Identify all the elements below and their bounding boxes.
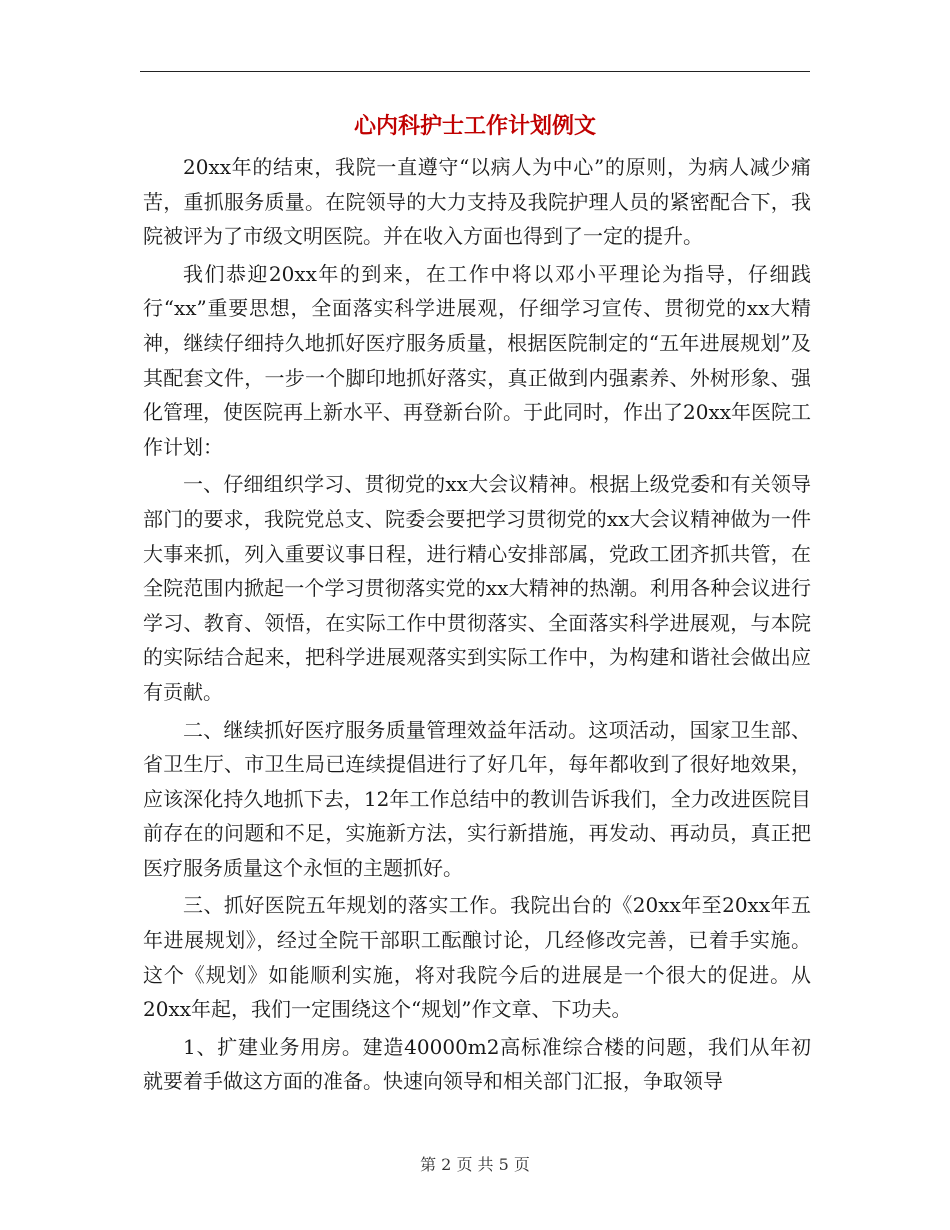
document-title: 心内科护士工作计划例文: [353, 113, 596, 139]
paragraph: 20xx年的结束，我院一直遵守“以病人为中心”的原则，为病人减少痛苦，重抓服务质量。在院领导的大力支持及我院护理人员的紧密配合下，我院被评为了市级文明医院。并在收入方面也得到了一定的提升。: [143, 155, 811, 249]
paragraph: 1、扩建业务用房。建造40000m2高标准综合楼的问题，我们从年初就要着手做这方面的准备。快速向领导和相关部门汇报，争取领导: [143, 1034, 811, 1094]
paragraph: 一、仔细组织学习、贯彻党的xx大会议精神。根据上级党委和有关领导部门的要求，我院党总支、院委会要把学习贯彻党的xx大会议精神做为一件大事来抓，列入重要议事日程，进行精心安排部属，党政工团齐抓共管，在全院范围内掀起一个学习贯彻落实党的xx大精神的热潮。利用各种会议进行学习、教育、领悟，在实际工作中贯彻落实、全面落实科学进展观，与本院的实际结合起来，把科学进展观落实到实际工作中，为构建和谐社会做出应有贡献。: [143, 472, 811, 704]
paragraph: 三、抓好医院五年规划的落实工作。我院出台的《20xx年至20xx年五年进展规划》，经过全院干部职工酝酿讨论，几经修改完善，已着手实施。这个《规划》如能顺利实施，将对我院今后的进展是一个很大的促进。从20xx年起，我们一定围绕这个“规划”作文章、下功夫。: [143, 893, 811, 1022]
page-number-footer: 第 2 页 共 5 页: [420, 1155, 530, 1174]
header-rule: [140, 71, 810, 72]
paragraph: 二、继续抓好医疗服务质量管理效益年活动。这项活动，国家卫生部、省卫生厅、市卫生局已连续提倡进行了好几年，每年都收到了很好地效果，应该深化持久地抓下去，12年工作总结中的教训告诉我们，全力改进医院目前存在的问题和不足，实施新方法，实行新措施，再发动、再动员，真正把医疗服务质量这个永恒的主题抓好。: [143, 717, 811, 880]
document-body: [143, 150, 811, 1102]
paragraph: 我们恭迎20xx年的到来，在工作中将以邓小平理论为指导，仔细践行“xx”重要思想，全面落实科学进展观，仔细学习宣传、贯彻党的xx大精神，继续仔细持久地抓好医疗服务质量，根据医院制定的“五年进展规划”及其配套文件，一步一个脚印地抓好落实，真正做到内强素养、外树形象、强化管理，使医院再上新水平、再登新台阶。于此同时，作出了20xx年医院工作计划：: [143, 261, 812, 459]
